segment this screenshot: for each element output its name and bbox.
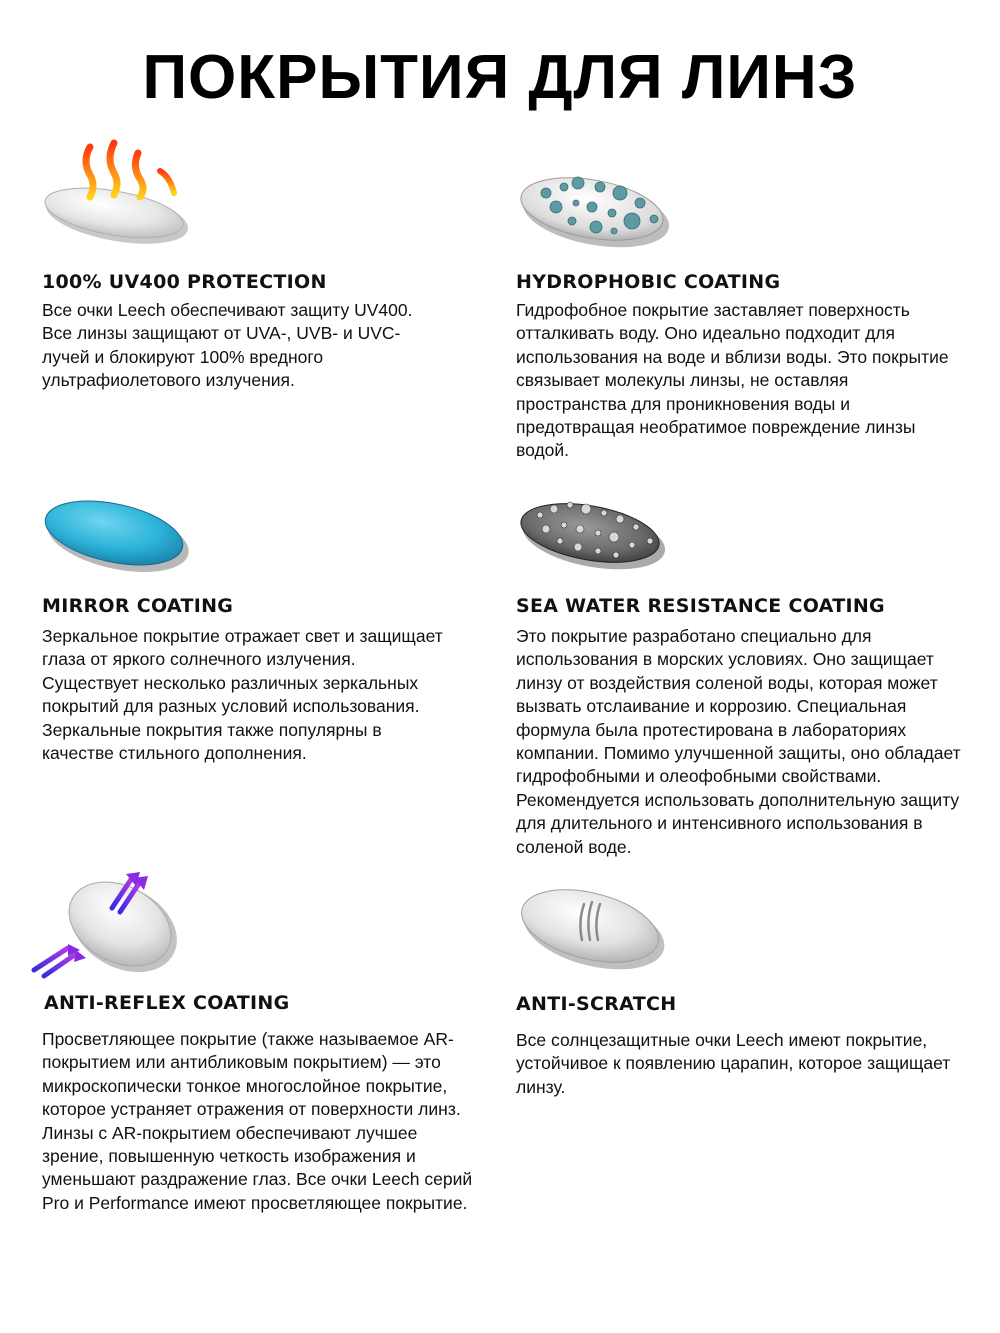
coating-description: Это покрытие разработано специально для использования в морских условиях. Оно защищает линзу от воздействия соленой воды, которая может вызвать отслаивание и коррозию. Специальная формула была протестирована в лабораториях компании. Помимо улучшенной защиты, оно обладает гидрофобными и олеофобными свойствами. Рекомендуется использовать дополнительную защиту для длительного и интенсивного использования в соленой воде. xyxy=(516,626,961,857)
scratch-lens-icon xyxy=(516,870,676,980)
coating-card-mirror xyxy=(42,475,492,775)
coating-heading: HYDROPHOBIC COATING xyxy=(516,271,781,293)
coating-description: Зеркальное покрытие отражает свет и защищает глаза от яркого солнечного излучения. Существует несколько различных зеркальных покрытий для разных условий использования. Зеркальные покрытия также популярны в качестве стильного дополнения. xyxy=(42,626,443,764)
coating-card-uv xyxy=(42,135,492,395)
uv-lens-icon xyxy=(42,135,202,255)
sea-water-lens-icon xyxy=(516,475,676,585)
coating-description: Гидрофобное покрытие заставляет поверхность отталкивать воду. Оно идеально подходит для использования на воде и вблизи воды. Это покрытие связывает молекулы линзы, не оставляя пространства для проникновения воды и предотвращая необратимое повреждение линзы водой. xyxy=(516,300,949,461)
coating-heading: ANTI-SCRATCH xyxy=(516,993,677,1015)
coating-card-sea-water xyxy=(516,475,966,865)
anti-reflex-lens-icon xyxy=(28,868,188,983)
coating-heading: ANTI-REFLEX COATING xyxy=(44,992,290,1014)
water-drops-lens-icon xyxy=(516,135,686,255)
coating-description: Все очки Leech обеспечивают защиту UV400. Все линзы защищают от UVA-, UVB- и UVC-лучей и блокируют 100% вредного ультрафиолетового излучения. xyxy=(42,300,413,391)
coating-card-anti-reflex xyxy=(28,868,478,1248)
page-title: ПОКРЫТИЯ ДЛЯ ЛИНЗ xyxy=(142,43,858,112)
coating-description: Все солнцезащитные очки Leech имеют покрытие, устойчивое к появлению царапин, которое защищает линзу. xyxy=(516,1030,951,1097)
coating-heading: SEA WATER RESISTANCE COATING xyxy=(516,595,885,617)
mirror-lens-icon xyxy=(42,475,202,585)
coating-heading: MIRROR COATING xyxy=(42,595,234,617)
coating-card-anti-scratch xyxy=(516,870,966,1110)
coating-heading: 100% UV400 PROTECTION xyxy=(42,271,327,293)
coating-card-hydrophobic xyxy=(516,135,966,470)
coating-description: Просветляющее покрытие (также называемое AR-покрытием или антибликовым покрытием) — это микроскопически тонкое многослойное покрытие, которое устраняет отражения от поверхности линз. Линзы с AR-покрытием обеспечивают лучшее зрение, повышенную четкость изображения и уменьшают раздражение глаз. Все очки Leech серий Pro и Performance имеют просветляющее покрытие. xyxy=(42,1029,473,1213)
